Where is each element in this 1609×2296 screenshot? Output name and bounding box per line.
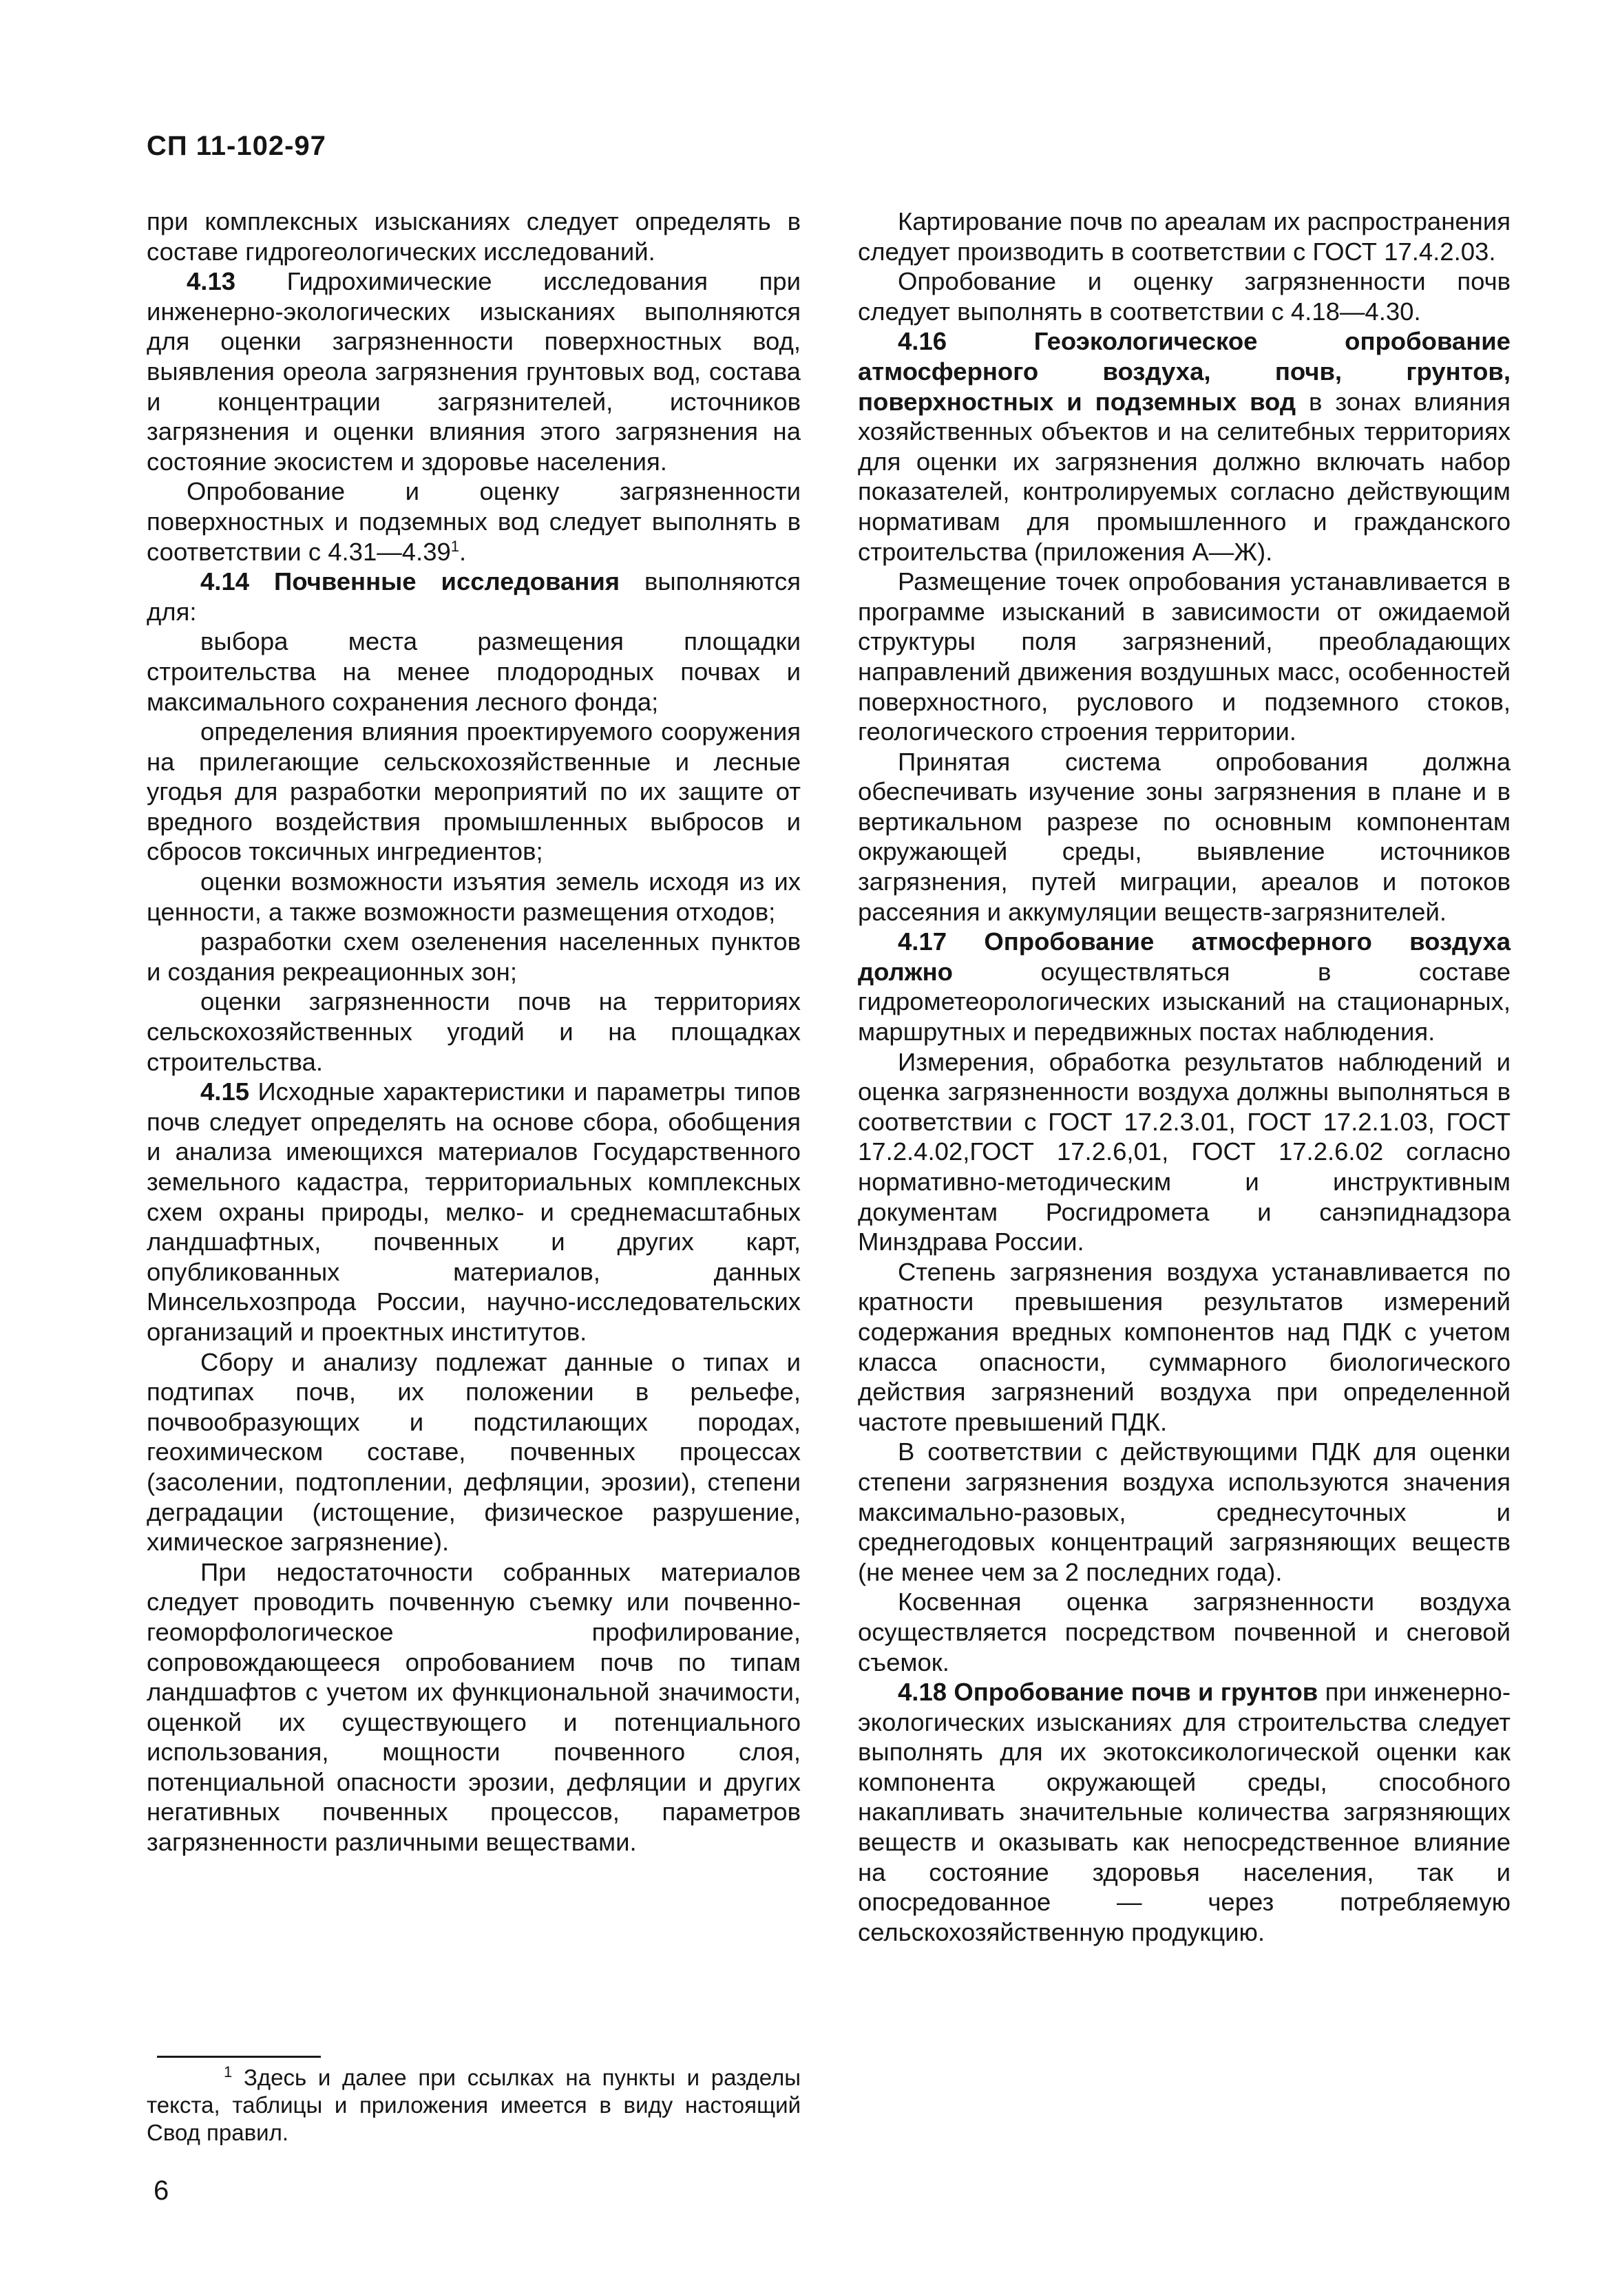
paragraph: Принятая система опробования должна обеспечивать изучение зоны загрязнения в плане и в вертикальном разрезе по основным компонентам окружающей среды, выявление источников загрязнения, путей миграции, ареалов и потоков рассеяния и аккумуляции веществ-загрязнителей. xyxy=(858,747,1511,926)
paragraph-text: Исходные характеристики и параметры типов почв следует определять на основе сбора, обобщения и анализа имеющихся материалов Государственного земельного кадастра, территориальных комплексных схем охраны природы, мелко- и среднемасштабных ландшафтных, почвенных и других карт, опубликованных материалов, данных Минсельхозпрода России, научно-исследовательских организаций и проектных институтов. xyxy=(147,1077,801,1346)
clause-number: 4.15 xyxy=(200,1077,250,1106)
paragraph-4-14 xyxy=(147,567,801,626)
paragraph-text: осуществляться в составе гидрометеорологических изысканий на стационарных, маршрутных и передвижных постах наблюдения. xyxy=(858,957,1511,1046)
paragraph xyxy=(147,476,801,567)
paragraph-4-16 xyxy=(858,326,1511,567)
left-text-column xyxy=(147,207,801,1857)
paragraph: Сбору и анализу подлежат данные о типах и подтипах почв, их положении в рельефе, почвообразующих и подстилающих породах, геохимическом составе, почвенных процессах (засолении, подтоплении, дефляции, эрозии), степени деградации (истощение, физическое разрушение, химическое загрязнение). xyxy=(147,1347,801,1557)
paragraph: Измерения, обработка результатов наблюдений и оценка загрязненности воздуха должны выполняться в соответствии с ГОСТ 17.2.3.01, ГОСТ 17.2.1.03, ГОСТ 17.2.4.02,ГОСТ 17.2.6,01, ГОСТ 17.2.6.02 согласно нормативно-методическим и инструктивным документам Росгидромета и санэпиднадзора Минздрава России. xyxy=(858,1047,1511,1256)
footnote-mark: 1 xyxy=(224,2063,233,2081)
paragraph: Картирование почв по ареалам их распространения следует производить в соответствии с ГОСТ 17.4.2.03. xyxy=(858,207,1511,266)
paragraph-text: выполняются для: xyxy=(147,567,801,626)
paragraph-4-18 xyxy=(858,1677,1511,1947)
footnote-body: Здесь и далее при ссылках на пункты и разделы текста, таблицы и приложения имеется в виду настоящий Свод правил. xyxy=(147,2065,801,2145)
right-text-column xyxy=(858,207,1511,1947)
footnote xyxy=(147,2064,801,2147)
list-item: оценки загрязненности почв на территориях сельскохозяйственных угодий и на площадках строительства. xyxy=(147,987,801,1076)
paragraph: Косвенная оценка загрязненности воздуха осуществляется посредством почвенной и снеговой съемок. xyxy=(858,1588,1511,1676)
list-item: разработки схем озеленения населенных пунктов и создания рекреационных зон; xyxy=(147,927,801,986)
list-item: оценки возможности изъятия земель исходя из их ценности, а также возможности размещения отходов; xyxy=(147,867,801,926)
footnote-ref: 1 xyxy=(450,537,460,555)
page-number: 6 xyxy=(154,2176,169,2206)
paragraph-text: в зонах влияния хозяйственных объектов и на селитебных территориях для оценки их загрязнения должно включать набор показателей, контролируемых согласно действующим нормативам для промышленного и гражданского строительства (приложения А—Ж). xyxy=(858,387,1511,566)
clause-heading: 4.16 Геоэкологическое опробование атмосферного воздуха, почв, грунтов, поверхностных и подземных вод xyxy=(858,327,1511,416)
paragraph: Степень загрязнения воздуха устанавливается по кратности превышения результатов измерений содержания вредных компонентов над ПДК с учетом класса опасности, суммарного биологического действия загрязнений воздуха при определенной частоте превышений ПДК. xyxy=(858,1257,1511,1436)
paragraph: Опробование и оценку загрязненности почв следует выполнять в соответствии с 4.18—4.30. xyxy=(858,267,1511,326)
paragraph-text: Гидрохимические исследования при инженерно-экологических изысканиях выполняются для оценки загрязненности поверхностных вод, выявления ореола загрязнения грунтовых вод, состава и концентрации загрязнителей, источников загрязнения и оценки влияния этого загрязнения на состояние экосистем и здоровье населения. xyxy=(147,267,801,476)
footnote-text xyxy=(147,2064,801,2147)
paragraph-end: . xyxy=(459,537,467,566)
paragraph-text: Опробование и оценку загрязненности поверхностных и подземных вод следует выполнять в соответствии с 4.31—4.39 xyxy=(147,477,801,566)
paragraph-text: при инженерно-экологических изысканиях для строительства следует выполнять для их экотоксикологической оценки как компонента окружающей среды, способного накапливать значительные количества загрязняющих веществ и оказывать как непосредственное влияние на состояние здоровья населения, так и опосредованное — через потребляемую сельскохозяйственную продукцию. xyxy=(858,1678,1511,1946)
paragraph: При недостаточности собранных материалов следует проводить почвенную съемку или почвенно-геоморфологическое профилирование, сопровождающееся опробованием почв по типам ландшафтов с учетом их функциональной значимости, оценкой их существующего и потенциального использования, мощности почвенного слоя, потенциальной опасности эрозии, дефляции и других негативных почвенных процессов, параметров загрязненности различными веществами. xyxy=(147,1557,801,1857)
footnote-separator xyxy=(157,2056,321,2058)
paragraph-4-17 xyxy=(858,927,1511,1046)
clause-heading: 4.17 Опробование атмосферного воздуха должно xyxy=(858,927,1511,986)
list-item: определения влияния проектируемого сооружения на прилегающие сельскохозяйственные и лесные угодья для разработки мероприятий по их защите от вредного воздействия промышленных выбросов и сбросов токсичных ингредиентов; xyxy=(147,717,801,866)
paragraph: Размещение точек опробования устанавливается в программе изысканий в зависимости от ожидаемой структуры поля загрязнений, преобладающих направлений движения воздушных масс, особенностей поверхностного, руслового и подземного стоков, геологического строения территории. xyxy=(858,567,1511,746)
clause-heading: 4.14 Почвенные исследования xyxy=(200,567,620,596)
paragraph-4-15 xyxy=(147,1077,801,1347)
list-item: выбора места размещения площадки строительства на менее плодородных почвах и максимального сохранения лесного фонда; xyxy=(147,627,801,716)
document-code: СП 11-102-97 xyxy=(147,131,326,161)
paragraph: при комплексных изысканиях следует определять в составе гидрогеологических исследований. xyxy=(147,207,801,266)
clause-number: 4.13 xyxy=(187,267,236,296)
paragraph: В соответствии с действующими ПДК для оценки степени загрязнения воздуха используются значения максимально-разовых, среднесуточных и среднегодовых концентраций загрязняющих веществ (не менее чем за 2 последних года). xyxy=(858,1437,1511,1586)
clause-heading: 4.18 Опробование почв и грунтов xyxy=(898,1678,1318,1707)
paragraph-4-13 xyxy=(147,266,801,476)
